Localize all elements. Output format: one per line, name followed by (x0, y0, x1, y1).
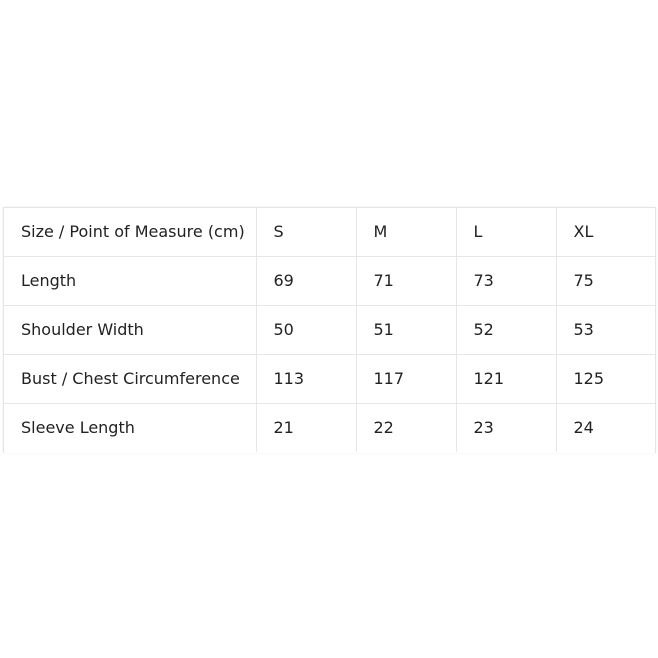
header-row (4, 208, 655, 257)
table-cell: 23 (456, 404, 556, 453)
header-cell-s: S (256, 208, 356, 257)
row-label: Sleeve Length (4, 404, 256, 453)
table-cell: 53 (556, 306, 655, 355)
header-cell-measure: Size / Point of Measure (cm) (4, 208, 256, 257)
table-row-sleeve-length (4, 404, 655, 453)
table-cell: 51 (356, 306, 456, 355)
table-cell: 52 (456, 306, 556, 355)
table-cell: 71 (356, 257, 456, 306)
row-label: Shoulder Width (4, 306, 256, 355)
header-cell-l: L (456, 208, 556, 257)
header-cell-m: M (356, 208, 456, 257)
size-chart (3, 207, 656, 453)
table-cell: 121 (456, 355, 556, 404)
table-row-bust (4, 355, 655, 404)
header-cell-xl: XL (556, 208, 655, 257)
table-cell: 125 (556, 355, 655, 404)
table-cell: 24 (573, 418, 594, 437)
row-label: Bust / Chest Circumference (4, 355, 256, 404)
table-cell: 117 (356, 355, 456, 404)
size-chart-table (4, 208, 655, 452)
table-row-shoulder-width (4, 306, 655, 355)
table-cell: 69 (256, 257, 356, 306)
table-cell: 113 (256, 355, 356, 404)
table-cell: 50 (256, 306, 356, 355)
table-cell: 22 (356, 404, 456, 453)
row-label: Length (4, 257, 256, 306)
table-cell: 75 (556, 257, 655, 306)
table-row-length (4, 257, 655, 306)
table-cell: 73 (456, 257, 556, 306)
table-cell: 21 (256, 404, 356, 453)
